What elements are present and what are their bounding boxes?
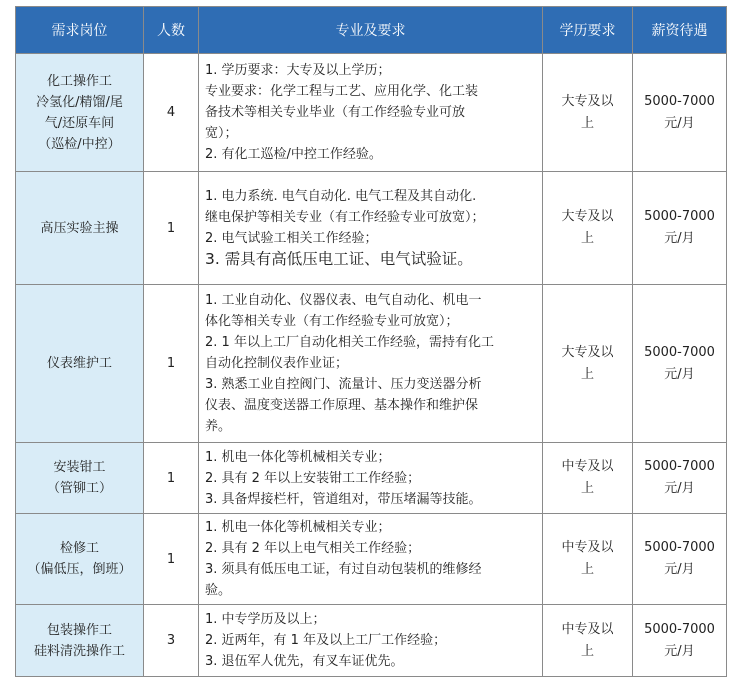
requirements-cell bbox=[199, 54, 543, 172]
requirements-cell bbox=[199, 285, 543, 443]
salary-text: 5000-7000 bbox=[644, 459, 715, 474]
salary-text: 元/月 bbox=[664, 366, 695, 382]
header-row bbox=[16, 7, 727, 54]
requirements-cell bbox=[199, 605, 543, 677]
education-text: 中专及以 bbox=[561, 621, 614, 637]
header-salary: 薪资待遇 bbox=[633, 7, 727, 54]
requirement-line: 2. 具有 2 年以上安装钳工工作经验； bbox=[205, 470, 421, 486]
education-text: 上 bbox=[580, 366, 594, 382]
table-row bbox=[16, 514, 727, 605]
position-text: 仪表维护工 bbox=[46, 356, 112, 371]
requirement-line: 2. 具有 2 年以上电气相关工作经验； bbox=[205, 541, 421, 556]
requirement-line: 1. 学历要求：大专及以上学历； bbox=[205, 63, 391, 78]
salary-cell bbox=[633, 172, 727, 285]
requirements-cell bbox=[199, 443, 543, 514]
position-text: 高压实验主操 bbox=[40, 220, 119, 236]
requirement-line: 2. 有化工巡检/中控工作经验。 bbox=[205, 147, 382, 162]
position-text: 包装操作工 bbox=[46, 622, 112, 638]
position-cell bbox=[16, 605, 144, 677]
salary-text: 元/月 bbox=[664, 643, 695, 659]
table-row bbox=[16, 285, 727, 443]
salary-text: 元/月 bbox=[664, 562, 695, 577]
education-text: 中专及以 bbox=[561, 540, 614, 555]
requirement-line: 宽）； bbox=[205, 126, 238, 141]
education-text: 大专及以 bbox=[561, 209, 614, 224]
education-text: 上 bbox=[580, 643, 594, 659]
position-cell bbox=[16, 443, 144, 514]
salary-cell bbox=[633, 443, 727, 514]
salary-cell bbox=[633, 54, 727, 172]
header-education: 学历要求 bbox=[543, 7, 633, 54]
salary-text: 5000-7000 bbox=[644, 209, 715, 224]
position-text: （偏低压，倒班） bbox=[27, 562, 132, 577]
education-text: 上 bbox=[580, 231, 594, 246]
header-position: 需求岗位 bbox=[16, 7, 144, 54]
requirement-line: 2. 1 年以上工厂自动化相关工作经验，需持有化工 bbox=[205, 335, 494, 350]
table-row bbox=[16, 54, 727, 172]
position-text: 化工操作工 bbox=[46, 73, 112, 89]
requirements-cell bbox=[199, 172, 543, 285]
requirement-line: 3. 具备焊接栏杆，管道组对，带压堵漏等技能。 bbox=[205, 491, 482, 507]
position-cell bbox=[16, 285, 144, 443]
salary-text: 元/月 bbox=[664, 481, 695, 496]
education-cell bbox=[543, 605, 633, 677]
salary-text: 5000-7000 bbox=[644, 344, 715, 360]
requirement-line: 3. 熟悉工业自控阀门、流量计、压力变送器分析 bbox=[205, 377, 482, 392]
position-text: 气/还原车间 bbox=[44, 115, 115, 131]
requirements-cell bbox=[199, 514, 543, 605]
salary-cell bbox=[633, 514, 727, 605]
education-text: 上 bbox=[580, 562, 594, 577]
count-cell: 1 bbox=[144, 443, 199, 514]
salary-cell bbox=[633, 285, 727, 443]
education-text: 上 bbox=[580, 481, 594, 496]
education-cell bbox=[543, 443, 633, 514]
table-row bbox=[16, 443, 727, 514]
requirement-line: 自动化控制仪表作业证； bbox=[205, 356, 349, 371]
count-cell: 1 bbox=[144, 285, 199, 443]
requirement-line: 1. 工业自动化、仪器仪表、电气自动化、机电一 bbox=[205, 293, 482, 308]
position-cell bbox=[16, 172, 144, 285]
requirement-line: 验。 bbox=[205, 583, 232, 598]
table-row bbox=[16, 605, 727, 677]
education-cell bbox=[543, 514, 633, 605]
requirement-line: 1. 机电一体化等机械相关专业； bbox=[205, 520, 391, 535]
education-text: 上 bbox=[580, 115, 594, 131]
job-table bbox=[15, 6, 727, 677]
count-cell: 3 bbox=[144, 605, 199, 677]
position-text: 冷氢化/精馏/尾 bbox=[36, 94, 123, 110]
education-cell bbox=[543, 172, 633, 285]
position-text: （管铆工） bbox=[46, 481, 112, 496]
requirement-line: 1. 中专学历及以上； bbox=[205, 612, 326, 627]
position-cell bbox=[16, 54, 144, 172]
table-row bbox=[16, 172, 727, 285]
header-requirements: 专业及要求 bbox=[199, 7, 543, 54]
education-text: 大专及以 bbox=[561, 344, 614, 360]
requirement-line: 专业要求：化学工程与工艺、应用化学、化工装 bbox=[205, 84, 479, 99]
salary-text: 5000-7000 bbox=[644, 540, 715, 555]
education-cell bbox=[543, 285, 633, 443]
requirement-line: 2. 近两年，有 1 年及以上工厂工作经验； bbox=[205, 633, 447, 648]
requirement-line: 养。 bbox=[205, 419, 232, 434]
salary-text: 5000-7000 bbox=[644, 621, 715, 637]
education-text: 大专及以 bbox=[561, 93, 614, 109]
education-text: 中专及以 bbox=[561, 459, 614, 474]
salary-cell bbox=[633, 605, 727, 677]
requirement-line: 1. 机电一体化等机械相关专业； bbox=[205, 449, 391, 465]
position-text: 硅料清洗操作工 bbox=[33, 643, 125, 659]
requirement-line: 2. 电气试验工相关工作经验； bbox=[205, 231, 378, 246]
salary-text: 5000-7000 bbox=[644, 93, 715, 109]
header-count: 人数 bbox=[144, 7, 199, 54]
count-cell: 1 bbox=[144, 514, 199, 605]
requirement-line: 3. 需具有高低压电工证、电气试验证。 bbox=[205, 250, 473, 268]
requirement-line: 3. 须具有低压电工证，有过自动包装机的维修经 bbox=[205, 562, 482, 577]
requirement-line: 3. 退伍军人优先，有叉车证优先。 bbox=[205, 654, 404, 669]
education-cell bbox=[543, 54, 633, 172]
count-cell: 4 bbox=[144, 54, 199, 172]
position-cell bbox=[16, 514, 144, 605]
position-text: 安装钳工 bbox=[53, 460, 106, 475]
salary-text: 元/月 bbox=[664, 115, 695, 131]
position-text: 检修工 bbox=[59, 541, 99, 556]
position-text: （巡检/中控） bbox=[38, 136, 121, 152]
count-cell: 1 bbox=[144, 172, 199, 285]
requirement-line: 备技术等相关专业毕业（有工作经验专业可放 bbox=[205, 105, 466, 120]
requirement-line: 仪表、温度变送器工作原理、基本操作和维护保 bbox=[205, 398, 479, 413]
requirement-line: 体化等相关专业（有工作经验专业可放宽）； bbox=[205, 314, 459, 329]
requirement-line: 1. 电力系统. 电气自动化. 电气工程及其自动化. bbox=[205, 189, 477, 204]
requirement-line: 继电保护等相关专业（有工作经验专业可放宽）； bbox=[205, 210, 485, 225]
salary-text: 元/月 bbox=[664, 231, 695, 246]
